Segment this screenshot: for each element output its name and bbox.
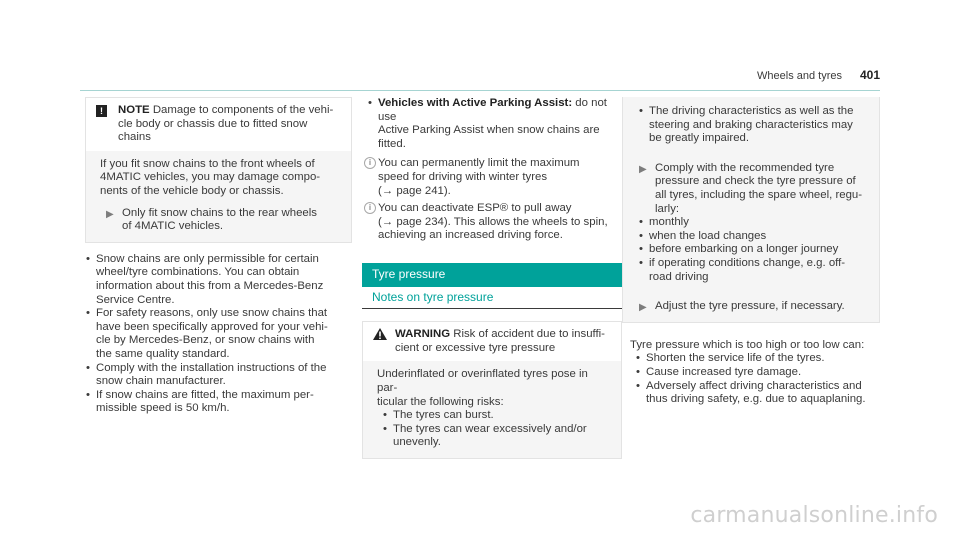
list-item-line: when the load changes xyxy=(649,229,767,242)
list-item-line: If snow chains are fitted, the maximum per- xyxy=(96,388,314,401)
action-line: Comply with the recommended tyre xyxy=(655,161,835,174)
warning-line: cient or excessive tyre pressure xyxy=(395,341,556,354)
list-item xyxy=(633,105,865,146)
list-item xyxy=(80,389,352,416)
info-note xyxy=(352,202,622,243)
column-3 xyxy=(622,97,880,407)
bullet-icon: • xyxy=(639,229,643,242)
note-label: NOTE xyxy=(118,104,150,116)
note-line: chains xyxy=(118,131,151,144)
list-item-line: The tyres can wear excessively and/or xyxy=(393,422,587,435)
warning-continued-body xyxy=(623,97,879,322)
list-item xyxy=(80,253,352,307)
list-item-line: Comply with the installation instructions of the xyxy=(96,361,327,374)
bullet-icon: • xyxy=(639,256,643,269)
list-item-line: fitted. xyxy=(378,137,406,150)
info-line[interactable]: (→ page 241). xyxy=(378,184,451,197)
list-item-line: Shorten the service life of the tyres. xyxy=(646,352,825,365)
action-step xyxy=(633,162,865,216)
page-number: 401 xyxy=(859,68,880,82)
bullet-icon: • xyxy=(639,243,643,256)
section-subtitle: Notes on tyre pressure xyxy=(362,287,622,310)
bullet-icon: • xyxy=(86,252,90,265)
list-item xyxy=(633,243,865,257)
info-line[interactable]: (→ page 234). This allows the wheels to spin, xyxy=(378,215,608,228)
watermark: carmanualsonline.info xyxy=(690,503,938,529)
list-item xyxy=(630,352,880,366)
list-item-line: have been specifically approved for your vehi- xyxy=(96,320,328,333)
bullet-icon: • xyxy=(86,307,90,320)
bullet-icon: • xyxy=(86,361,90,374)
list-item-line: missible speed is 50 km/h. xyxy=(96,402,230,415)
note-body xyxy=(86,151,351,242)
bullet-icon: • xyxy=(368,97,372,109)
note-body-line: nents of the vehicle body or chassis. xyxy=(100,184,284,197)
list-item-line: Adversely affect driving characteristics and xyxy=(646,379,862,392)
list-item xyxy=(633,257,865,284)
list-item-line: steering and braking characteristics may xyxy=(649,118,853,131)
list-item-line: For safety reasons, only use snow chains that xyxy=(96,307,328,320)
list-item-line: the same quality standard. xyxy=(96,347,230,360)
list-item-line: wheel/tyre combinations. You can obtain xyxy=(96,266,300,279)
bullet-icon: • xyxy=(86,388,90,401)
info-note xyxy=(352,157,622,198)
list-item xyxy=(630,380,880,407)
warning-body-line: Underinflated or overinflated tyres pose in par- xyxy=(377,368,588,394)
list-item-line: unevenly. xyxy=(393,436,441,449)
bullet-icon: • xyxy=(636,352,640,365)
bullet-icon: • xyxy=(383,409,387,422)
column-1 xyxy=(80,97,352,416)
list-item-line: The tyres can burst. xyxy=(393,409,494,422)
bullet-icon: • xyxy=(639,216,643,229)
note-body-line: 4MATIC vehicles, you may damage compo- xyxy=(100,171,321,184)
bullet-icon: • xyxy=(636,365,640,378)
warning-box-continued xyxy=(622,97,880,323)
list-item xyxy=(377,423,607,450)
info-line: You can deactivate ESP® to pull away xyxy=(378,202,572,215)
list-item-line: thus driving safety, e.g. due to aquaplaning. xyxy=(646,393,866,406)
warning-header xyxy=(363,322,621,361)
info-line: You can permanently limit the maximum xyxy=(378,157,580,170)
info-icon: i xyxy=(364,157,376,169)
list-item-line: monthly xyxy=(649,216,689,229)
list-item-line: if operating conditions change, e.g. off- xyxy=(649,256,846,269)
warning-line: Risk of accident due to insuffi- xyxy=(453,328,605,341)
bold-term: Vehicles with Active Parking Assist: xyxy=(378,97,573,109)
list-item-text: do not use xyxy=(378,97,607,123)
bullet-icon: • xyxy=(383,422,387,435)
exclamation-icon: ! xyxy=(96,105,107,117)
list-item-line: road driving xyxy=(649,270,709,283)
bullet-icon: • xyxy=(639,105,643,117)
note-action xyxy=(100,207,337,234)
note-line: cle body or chassis due to fitted snow xyxy=(118,117,308,130)
note-box xyxy=(85,97,352,243)
intro-text: Tyre pressure which is too high or too low can: xyxy=(630,338,865,351)
list-item xyxy=(352,97,622,151)
info-line: speed for driving with winter tyres xyxy=(378,170,548,183)
header-title: Wheels and tyres xyxy=(757,70,842,82)
warning-body-line: ticular the following risks: xyxy=(377,395,504,408)
list-item xyxy=(633,230,865,244)
list-item xyxy=(377,409,607,423)
list-item-line: before embarking on a longer journey xyxy=(649,243,839,256)
page-header xyxy=(80,60,880,91)
list-item-line: Service Centre. xyxy=(96,293,175,306)
action-line: larly: xyxy=(655,202,680,215)
note-action-line: of 4MATIC vehicles. xyxy=(122,220,224,233)
action-arrow-icon: ▶ xyxy=(106,208,114,220)
note-action-line: Only fit snow chains to the rear wheels xyxy=(122,206,317,219)
action-arrow-icon: ▶ xyxy=(639,302,647,314)
list-item-line: Snow chains are only permissible for certain xyxy=(96,252,319,265)
action-line: all tyres, including the spare wheel, regu- xyxy=(655,188,863,201)
info-icon: i xyxy=(364,202,376,214)
list-item xyxy=(80,307,352,361)
list-item xyxy=(633,216,865,230)
action-arrow-icon: ▶ xyxy=(639,163,647,175)
list-item xyxy=(80,362,352,389)
note-body-line: If you fit snow chains to the front wheels of xyxy=(100,157,315,170)
note-line: Damage to components of the vehi- xyxy=(152,104,334,116)
warning-icon xyxy=(373,328,387,340)
list-item-line: cle by Mercedes-Benz, or snow chains with xyxy=(96,334,315,347)
info-line: achieving an increased driving force. xyxy=(378,229,563,242)
column-2 xyxy=(352,97,622,459)
list-item-line: information about this from a Mercedes-Benz xyxy=(96,279,324,292)
section-title: Tyre pressure xyxy=(362,263,622,287)
bullet-icon: • xyxy=(636,379,640,392)
warning-body xyxy=(363,361,621,458)
list-item xyxy=(630,366,880,380)
action-line: Adjust the tyre pressure, if necessary. xyxy=(655,300,845,313)
action-step xyxy=(633,300,865,314)
action-line: pressure and check the tyre pressure of xyxy=(655,175,856,188)
list-item-line: Cause increased tyre damage. xyxy=(646,365,802,378)
list-item-line: be greatly impaired. xyxy=(649,132,750,145)
list-item-line: The driving characteristics as well as the xyxy=(649,105,854,117)
list-item-line: Active Parking Assist when snow chains are xyxy=(378,124,600,137)
warning-label: WARNING xyxy=(395,328,451,341)
note-header xyxy=(86,98,351,151)
list-item-line: snow chain manufacturer. xyxy=(96,375,226,388)
warning-box xyxy=(362,321,622,459)
